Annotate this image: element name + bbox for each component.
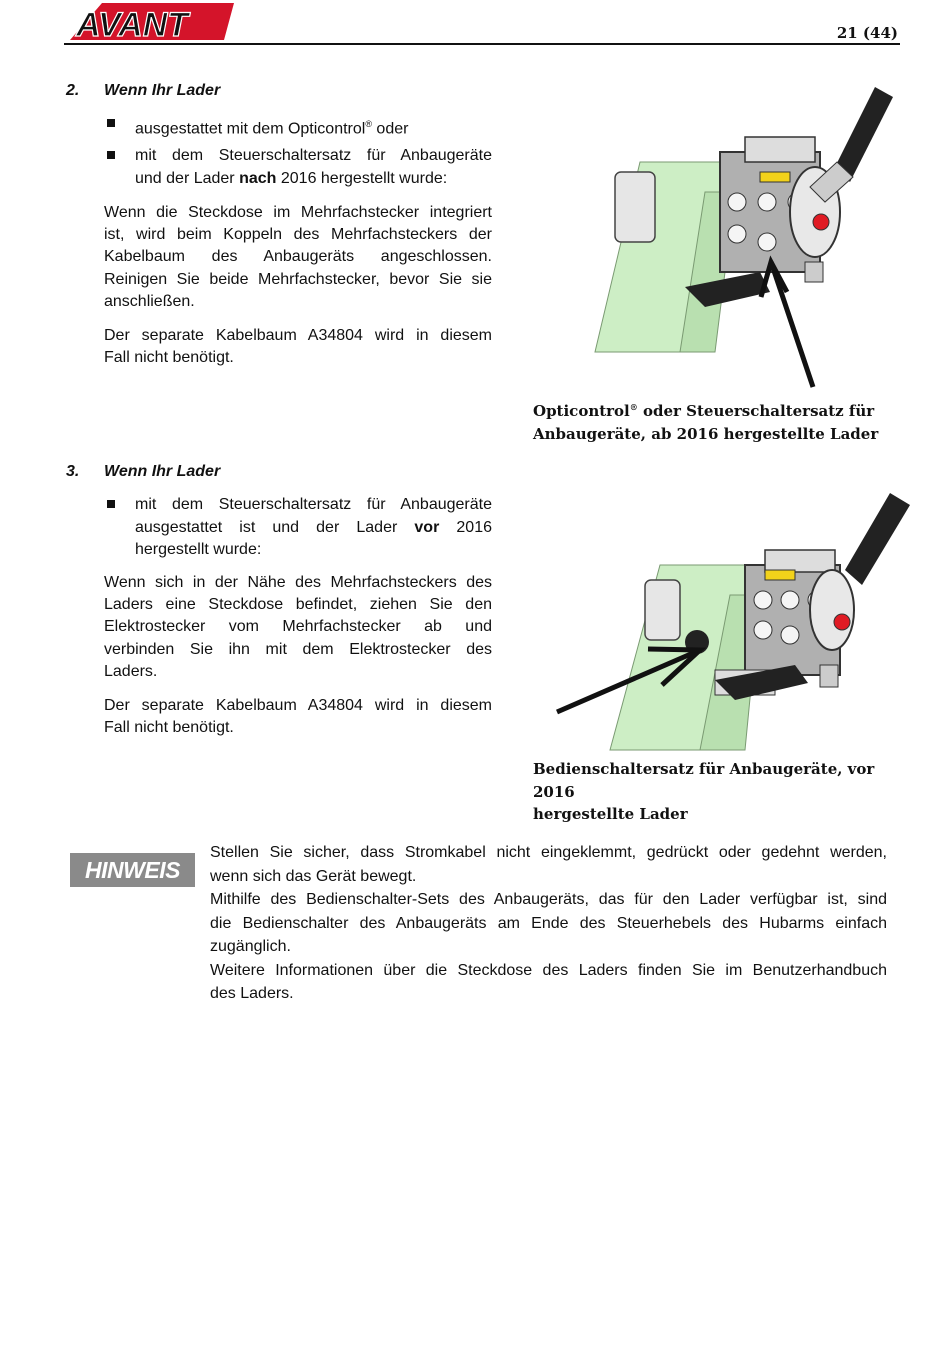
bullet-mark xyxy=(107,151,115,159)
figure-switch-kit-coupler xyxy=(550,485,920,755)
notice-text: Stellen Sie sicher, dass Stromkabel nicht eingeklemmt, gedrückt oder gedehnt werden, wenn sich das Gerät bewegt. Mithilfe des Bedienschalter-Sets des Anbaugeräts, das für den Lader verfügbar ist, sind die Bedienschalter des Anbaugeräts am Ende des Steuerhebels des Hubarms einfach zugänglich. Weitere Informationen über die Steckdose des Laders finden Sie im Benutzerhandbuch des Laders. xyxy=(210,844,887,1002)
bullet-mark xyxy=(107,500,115,508)
section-2-paragraph-1: Wenn die Steckdose im Mehrfachstecker integriert ist, wird beim Koppeln des Mehrfachsteckers der Kabelbaum des Anbaugeräts angeschlossen. Reinigen Sie beide Mehrfachstecker, bevor Sie sie anschließen. xyxy=(104,204,492,310)
brand-wordmark: AVANT xyxy=(76,6,189,42)
figure-2-caption: Bedienschaltersatz für Anbaugeräte, vor 2016 hergestellte Lader xyxy=(533,760,875,823)
section-2-bullet-1: ausgestattet mit dem Opticontrol® oder xyxy=(135,119,409,138)
page-number: 21 (44) xyxy=(836,24,898,42)
section-2-bullet-2: mit dem Steuerschaltersatz für Anbaugeräte und der Lader nach 2016 hergestellt wurde: xyxy=(135,147,492,187)
section-3-bullet-1: mit dem Steuerschaltersatz für Anbaugeräte ausgestattet ist und der Lader vor 2016 hergestellt wurde: xyxy=(135,496,493,558)
section-2-number: 2. xyxy=(66,82,80,99)
hinweis-label: HINWEIS xyxy=(70,853,195,887)
figure-1-caption: Opticontrol® oder Steuerschaltersatz für Anbaugeräte, ab 2016 hergestellte Lader xyxy=(533,402,879,443)
section-3-title: Wenn Ihr Lader xyxy=(104,463,221,480)
section-3-paragraph-2: Der separate Kabelbaum A34804 wird in diesem Fall nicht benötigt. xyxy=(104,697,492,737)
figure-opticontrol-coupler xyxy=(585,82,905,392)
section-3-number: 3. xyxy=(66,463,80,480)
section-2-title: Wenn Ihr Lader xyxy=(104,82,221,99)
section-3-paragraph-1: Wenn sich in der Nähe des Mehrfachsteckers des Laders eine Steckdose befindet, ziehen Sie den Elektrostecker vom Mehrfachstecker ab und verbinden Sie ihn mit dem Elektrostecker des Laders. xyxy=(104,574,492,680)
avant-logo xyxy=(64,0,239,42)
header-rule xyxy=(64,43,900,45)
section-2-paragraph-2: Der separate Kabelbaum A34804 wird in diesem Fall nicht benötigt. xyxy=(104,327,492,367)
bullet-mark xyxy=(107,119,115,127)
